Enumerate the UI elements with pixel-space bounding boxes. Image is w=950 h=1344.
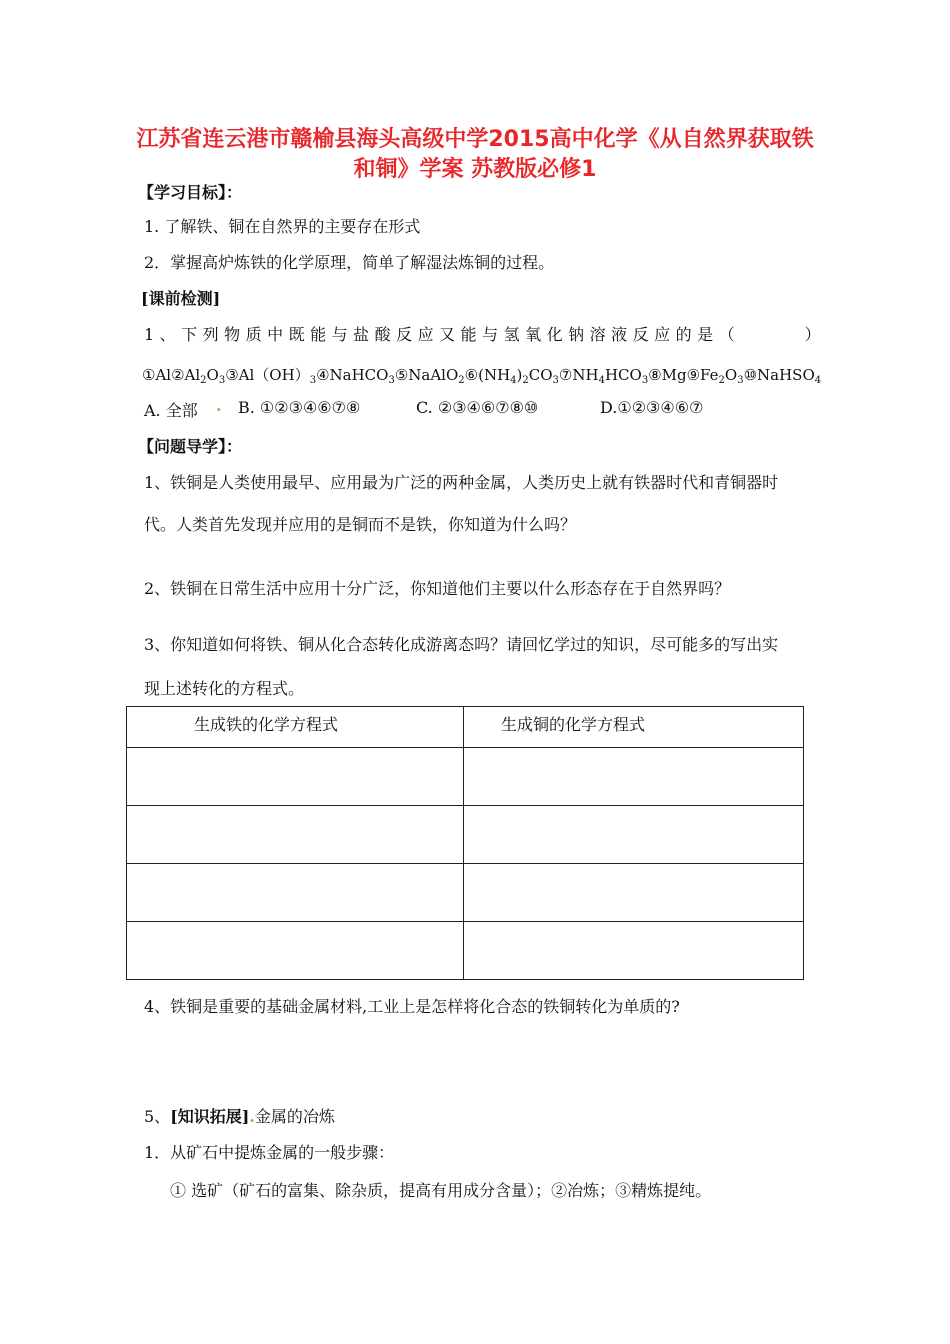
table-header-row [127,707,804,748]
option-d: D.①②③④⑥⑦ [600,398,704,417]
table-row [127,922,804,980]
extension-suffix: 金属的冶炼 [254,1107,335,1126]
extension-prefix: 5、 [144,1107,171,1126]
extension-item-1: 1．从矿石中提炼金属的一般步骤： [144,1143,395,1162]
question-1-line2: 代。人类首先发现并应用的是铜而不是铁，你知道为什么吗？ [144,515,577,534]
header-copper: 生成铜的化学方程式 [464,707,804,748]
objectives-heading: 【学习目标】： [138,183,243,202]
answer-cell-copper[interactable] [464,922,804,980]
answer-cell-copper[interactable] [464,864,804,922]
answer-cell-iron[interactable] [127,806,464,864]
document-title-line2: 和铜》学案 苏教版必修1 [353,157,597,182]
option-c: C. ②③④⑥⑦⑧⑩ [416,398,539,417]
document-title-line1: 江苏省连云港市赣榆县海头高级中学2015高中化学《从自然界获取铁 [136,127,814,152]
equation-table [126,706,804,980]
question-2: 2、铁铜在日常生活中应用十分广泛，你知道他们主要以什么形态存在于自然界吗？ [144,579,731,598]
option-a: A. 全部 [144,401,198,420]
objective-item-2: 2．掌握高炉炼铁的化学原理，简单了解湿法炼铜的过程。 [144,253,555,272]
answer-cell-copper[interactable] [464,806,804,864]
question-3-line1: 3、你知道如何将铁、铜从化合态转化成游离态吗？请回忆学过的知识，尽可能多的写出实 [144,635,779,654]
question-1-line1: 1、铁铜是人类使用最早、应用最为广泛的两种金属，人类历史上就有铁器时代和青铜器时 [144,473,779,492]
substance-list: $①Al②Al_2O_3③Al(OH)_3④NaHCO_3⑤NaAlO_2⑥(NH_4)_2CO_3⑦NH_4HCO_3⑧Mg⑨Fe_2O_3⑩NaHSO_4$ [142,366,822,386]
guide-heading: 【问题导学】： [138,437,243,456]
answer-cell-iron[interactable] [127,922,464,980]
extension-label: [知识拓展] [170,1107,250,1126]
answer-cell-copper[interactable] [464,748,804,806]
header-iron: 生成铁的化学方程式 [127,707,464,748]
answer-cell-iron[interactable] [127,748,464,806]
precheck-heading: [课前检测] [141,289,221,308]
table-row [127,864,804,922]
extension-line [144,1104,335,1127]
precheck-question: 1、下列物质中既能与盐酸反应又能与氢氧化钠溶液反应的是（ ） [144,325,827,344]
extension-item-1-detail: ① 选矿（矿石的富集、除杂质，提高有用成分含量）；②冶炼；③精炼提纯。 [170,1181,712,1200]
table-row [127,806,804,864]
table-row [127,748,804,806]
objective-item-1: 1. 了解铁、铜在自然界的主要存在形式 [144,217,421,236]
option-b: B. ①②③④⑥⑦⑧ [238,398,361,417]
question-4: 4、铁铜是重要的基础金属材料,工业上是怎样将化合态的铁铜转化为单质的? [144,997,680,1016]
mark-dot: . [216,396,222,415]
answer-cell-iron[interactable] [127,864,464,922]
question-3-line2: 现上述转化的方程式。 [144,679,305,698]
mark-dot: . [249,1107,255,1126]
